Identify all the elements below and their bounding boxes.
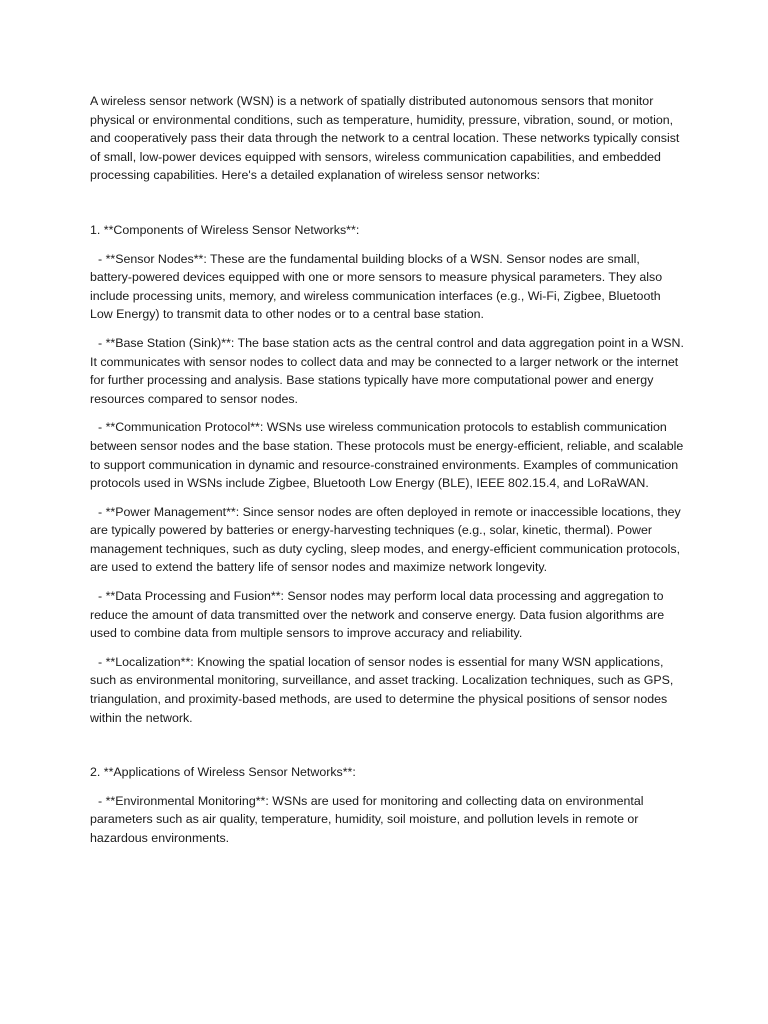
- section-heading-applications: 2. **Applications of Wireless Sensor Networks**:: [90, 765, 356, 780]
- list-item: - **Communication Protocol**: WSNs use wireless communication protocols to establish communication between sensor nodes and the base station. These protocols must be energy-efficient, reliable, and scalable to support communication in dynamic and resource-constrained environments. Examples of communication protocols used in WSNs include Zigbee, Bluetooth Low Energy (BLE), IEEE 802.15.4, and LoRaWAN.: [90, 420, 684, 491]
- list-item: - **Base Station (Sink)**: The base station acts as the central control and data aggregation point in a WSN. It communicates with sensor nodes to collect data and may be connected to a larger network or the internet for further processing and analysis. Base stations typically have more computational power and energy resources compared to sensor nodes.: [90, 335, 684, 406]
- list-item: - **Sensor Nodes**: These are the fundamental building blocks of a WSN. Sensor nodes are small, battery-powered devices equipped with one or more sensors to measure physical parameters. They also include processing units, memory, and wireless communication interfaces (e.g., Wi-Fi, Zigbee, Bluetooth Low Energy) to transmit data to other nodes or to a central base station.: [90, 251, 663, 322]
- document-page: [90, 92, 685, 858]
- list-item: - **Environmental Monitoring**: WSNs are used for monitoring and collecting data on environmental parameters such as air quality, temperature, humidity, soil moisture, and pollution levels in remote or hazardous environments.: [90, 793, 644, 845]
- list-item: - **Localization**: Knowing the spatial location of sensor nodes is essential for many WSN applications, such as environmental monitoring, surveillance, and asset tracking. Localization techniques, such as GPS, triangulation, and proximity-based methods, are used to determine the physical positions of sensor nodes within the network.: [90, 654, 674, 725]
- section-heading-components: 1. **Components of Wireless Sensor Networks**:: [90, 222, 360, 237]
- list-item: - **Power Management**: Since sensor nodes are often deployed in remote or inaccessible locations, they are typically powered by batteries or energy-harvesting techniques (e.g., solar, kinetic, thermal). Power management techniques, such as duty cycling, sleep modes, and energy-efficient communication protocols, are used to extend the battery life of sensor nodes and maximize network longevity.: [90, 504, 681, 575]
- intro-paragraph: A wireless sensor network (WSN) is a network of spatially distributed autonomous sensors that monitor physical or environmental conditions, such as temperature, humidity, pressure, vibration, sound, or motion, and cooperatively pass their data through the network to a central location. These networks typically consist of small, low-power devices equipped with sensors, wireless communication capabilities, and embedded processing capabilities. Here's a detailed explanation of wireless sensor networks:: [90, 94, 680, 183]
- list-item: - **Data Processing and Fusion**: Sensor nodes may perform local data processing and aggregation to reduce the amount of data transmitted over the network and conserve energy. Data fusion algorithms are used to combine data from multiple sensors to improve accuracy and reliability.: [90, 589, 665, 641]
